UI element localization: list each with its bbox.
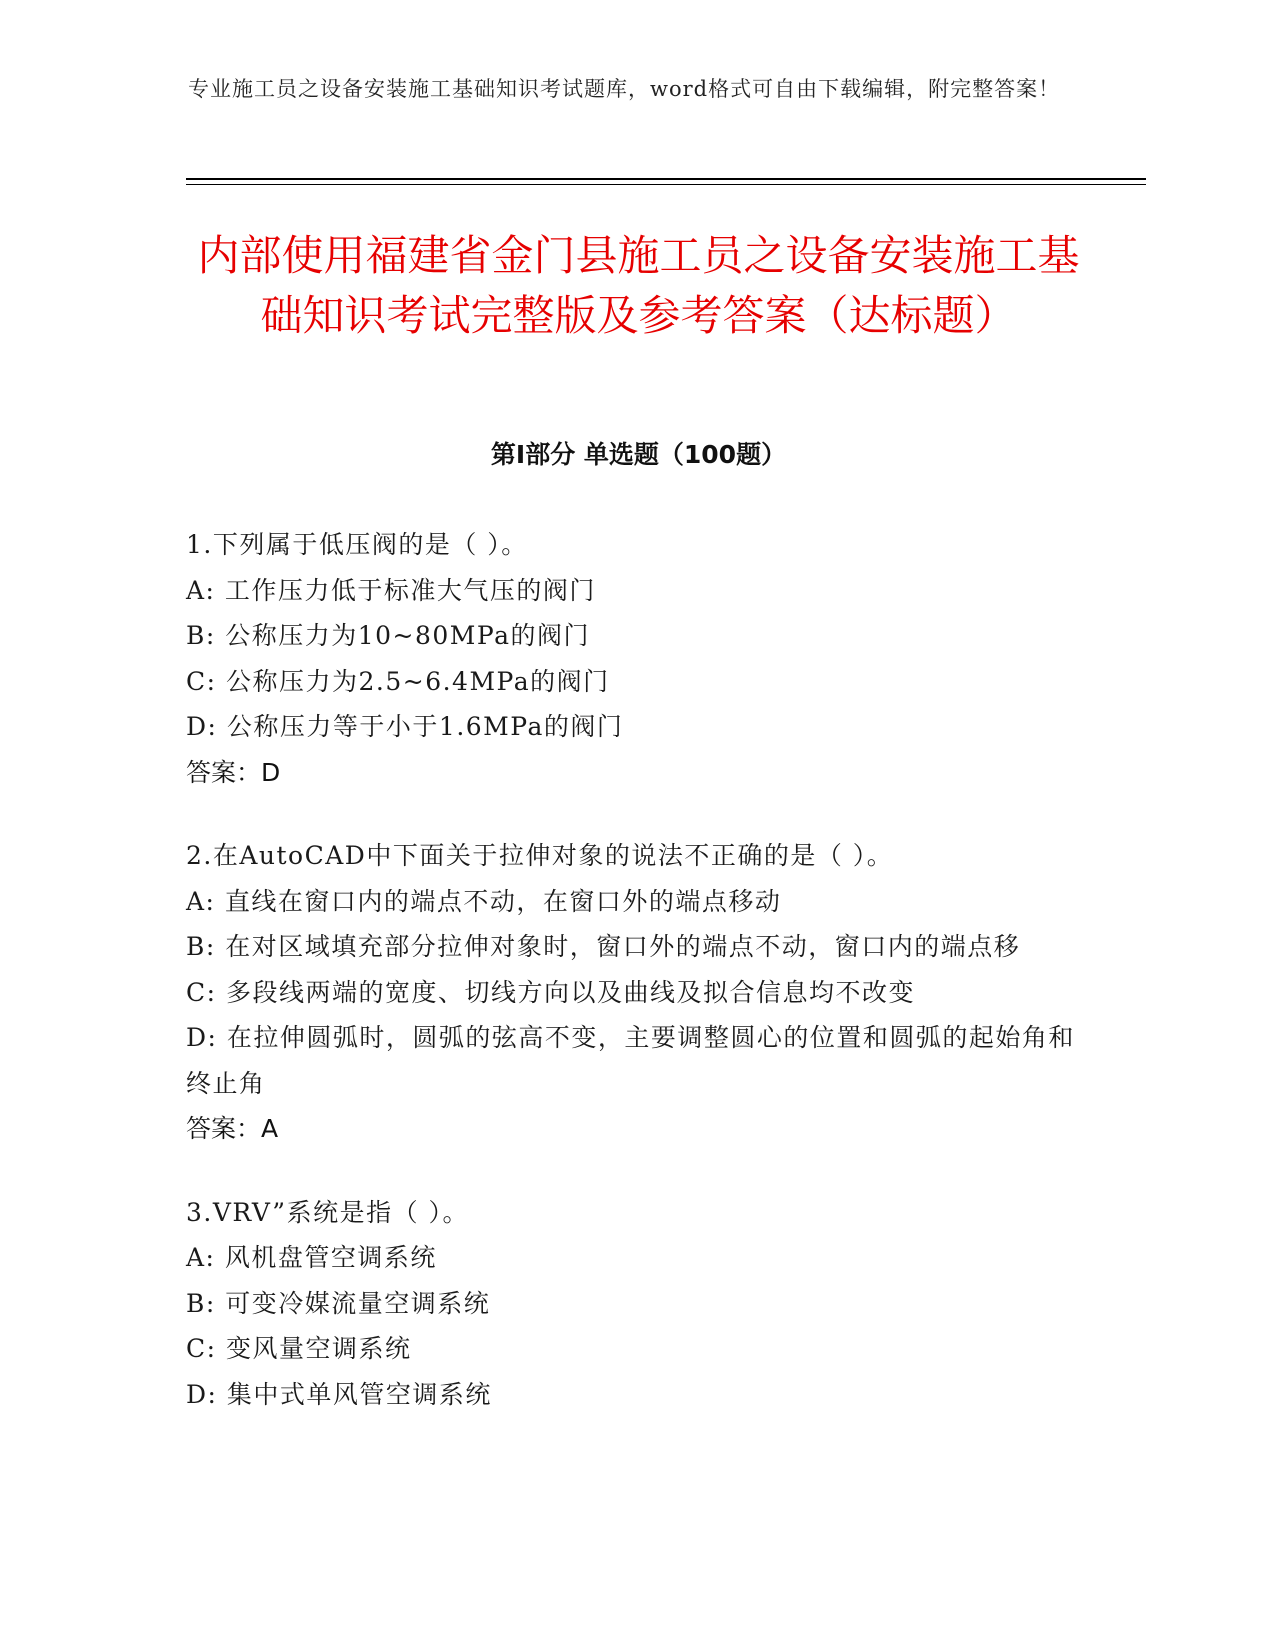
question-stem: 1.下列属于低压阀的是（ ）。: [186, 530, 528, 559]
option-b: B: 公称压力为10~80MPa的阀门: [186, 621, 591, 650]
option-b: B: 可变冷媒流量空调系统: [186, 1288, 491, 1318]
question-stem: 2.在AutoCAD中下面关于拉伸对象的说法不正确的是（ ）。: [186, 841, 894, 870]
question-list: [186, 522, 1086, 1455]
option-d: D: 公称压力等于小于1.6MPa的阀门: [186, 712, 624, 741]
option-c: C: 变风量空调系统: [186, 1334, 412, 1363]
question-3: [186, 1190, 1086, 1418]
section-title: 第I部分 单选题（100题）: [490, 440, 787, 469]
option-c: C: 公称压力为2.5~6.4MPa的阀门: [186, 666, 610, 696]
question-2: [186, 833, 1086, 1152]
answer: 答案：A: [186, 1114, 279, 1143]
document-title: 内部使用福建省金门县施工员之设备安装施工基础知识考试完整版及参考答案（达标题）: [197, 231, 1080, 340]
header-note: 专业施工员之设备安装施工基础知识考试题库，word格式可自由下载编辑，附完整答案！: [188, 77, 1061, 101]
option-c: C: 多段线两端的宽度、切线方向以及曲线及拟合信息均不改变: [186, 977, 916, 1007]
answer: 答案：D: [186, 757, 281, 787]
header-rule-thick: [186, 178, 1146, 180]
option-a: A: 工作压力低于标准大气压的阀门: [186, 575, 596, 605]
option-d: D: 集中式单风管空调系统: [186, 1379, 492, 1409]
question-stem: 3.VRV”系统是指（ ）。: [186, 1197, 470, 1227]
question-1: [186, 522, 1086, 795]
header-rule-thin: [186, 184, 1146, 185]
option-d: D: 在拉伸圆弧时，圆弧的弦高不变，主要调整圆心的位置和圆弧的起始角和终止角: [186, 1023, 1075, 1098]
option-b: B: 在对区域填充部分拉伸对象时，窗口外的端点不动，窗口内的端点移: [186, 932, 1021, 961]
option-a: A: 直线在窗口内的端点不动，在窗口外的端点移动: [186, 886, 782, 916]
option-a: A: 风机盘管空调系统: [186, 1243, 437, 1272]
